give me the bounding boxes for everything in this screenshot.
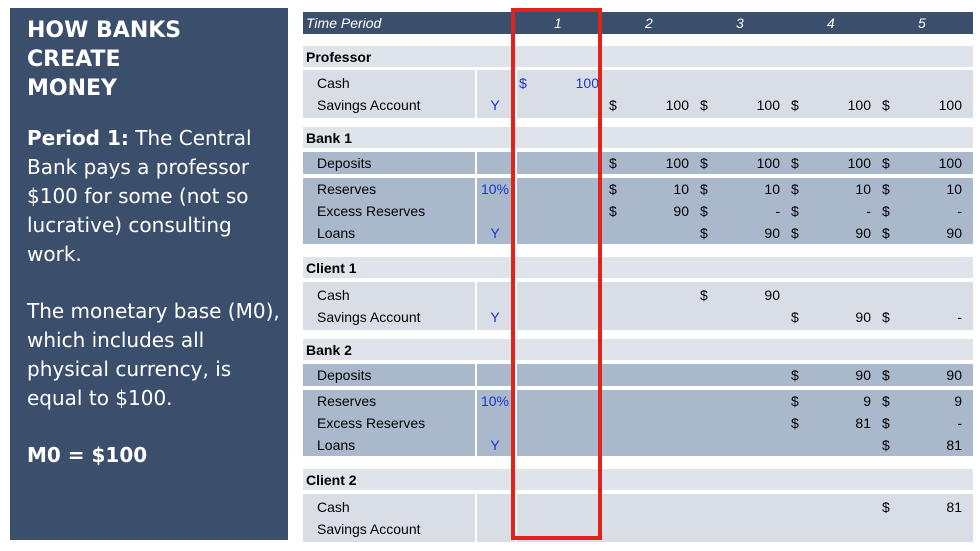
row-label: Cash	[317, 75, 350, 91]
currency-symbol: $	[882, 499, 890, 515]
currency-symbol: $	[882, 203, 890, 219]
cell-value: 9	[954, 393, 962, 409]
table-row	[303, 200, 973, 222]
cell-value: 100	[665, 97, 689, 113]
currency-symbol: $	[609, 203, 617, 219]
value-cell	[605, 155, 692, 171]
row-flag: Y	[490, 437, 500, 453]
section-header	[303, 469, 973, 490]
time-period-label: Time Period	[306, 15, 382, 31]
period-header-2: 2	[645, 15, 653, 31]
value-cell	[696, 203, 783, 219]
cell-value: 100	[575, 75, 599, 91]
row-label: Excess Reserves	[317, 415, 426, 431]
section-header	[303, 127, 973, 148]
cell-value: 100	[847, 155, 871, 171]
currency-symbol: $	[791, 415, 799, 431]
row-flag: Y	[490, 225, 500, 241]
period-header-4: 4	[827, 15, 835, 31]
value-cell	[878, 225, 965, 241]
section-name: Bank 1	[306, 130, 352, 146]
value-cell	[787, 309, 874, 325]
row-label: Savings Account	[317, 309, 421, 325]
row-label: Cash	[317, 499, 350, 515]
monetary-base-text: The monetary base (M0), which includes all physical currency, is equal to $100.	[27, 299, 280, 410]
currency-symbol: $	[791, 155, 799, 171]
value-cell	[787, 97, 874, 113]
table-row	[303, 284, 973, 306]
table-row	[303, 412, 973, 434]
currency-symbol: $	[519, 75, 527, 91]
cell-value: 10	[855, 181, 871, 197]
value-cell	[787, 367, 874, 383]
currency-symbol: $	[882, 367, 890, 383]
value-cell	[787, 181, 874, 197]
currency-symbol: $	[882, 309, 890, 325]
value-cell	[878, 393, 965, 409]
value-cell	[787, 155, 874, 171]
cell-value: -	[957, 203, 962, 219]
currency-symbol: $	[700, 225, 708, 241]
value-cell	[605, 181, 692, 197]
currency-symbol: $	[882, 437, 890, 453]
cell-value: 100	[756, 97, 780, 113]
panel-title-line1: HOW BANKS CREATE	[27, 18, 182, 72]
table-row	[303, 94, 973, 116]
value-cell	[878, 415, 965, 431]
currency-symbol: $	[882, 393, 890, 409]
currency-symbol: $	[791, 393, 799, 409]
cell-value: 90	[673, 203, 689, 219]
cell-value: 81	[855, 415, 871, 431]
row-label: Reserves	[317, 393, 377, 409]
cell-value: 10	[764, 181, 780, 197]
table-row	[303, 306, 973, 328]
row-label: Loans	[317, 225, 356, 241]
period-header-5: 5	[918, 15, 926, 31]
cell-value: 90	[764, 225, 780, 241]
currency-symbol: $	[882, 415, 890, 431]
cell-value: 90	[855, 309, 871, 325]
currency-symbol: $	[700, 155, 708, 171]
m0-statement: M0 = $100	[27, 443, 148, 467]
table-row	[303, 222, 973, 244]
table-row	[303, 152, 973, 174]
value-cell	[696, 97, 783, 113]
value-cell	[787, 203, 874, 219]
cell-value: 10	[946, 181, 962, 197]
currency-symbol: $	[791, 225, 799, 241]
section-header	[303, 339, 973, 360]
value-cell	[878, 203, 965, 219]
value-cell	[696, 155, 783, 171]
row-label: Deposits	[317, 155, 372, 171]
cell-value: 90	[855, 225, 871, 241]
value-cell	[787, 415, 874, 431]
value-cell	[878, 309, 965, 325]
value-cell	[696, 225, 783, 241]
currency-symbol: $	[609, 181, 617, 197]
explanation-panel	[10, 8, 288, 540]
cell-value: 100	[938, 155, 962, 171]
value-cell	[878, 367, 965, 383]
value-cell	[787, 393, 874, 409]
currency-symbol: $	[791, 97, 799, 113]
cell-value: 81	[946, 499, 962, 515]
currency-symbol: $	[700, 287, 708, 303]
currency-symbol: $	[882, 97, 890, 113]
currency-symbol: $	[791, 309, 799, 325]
row-flag: 10%	[480, 181, 510, 197]
cell-value: 90	[764, 287, 780, 303]
period-label: Period 1:	[27, 126, 129, 150]
currency-symbol: $	[882, 225, 890, 241]
cell-value: 100	[756, 155, 780, 171]
cell-value: 100	[665, 155, 689, 171]
table-row	[303, 434, 973, 456]
table-row	[303, 390, 973, 412]
table-row	[303, 72, 973, 94]
row-flag: Y	[490, 97, 500, 113]
section-name: Bank 2	[306, 342, 352, 358]
table-row	[303, 364, 973, 386]
section-name: Professor	[306, 49, 372, 65]
period-header-1: 1	[554, 15, 562, 31]
value-cell	[696, 181, 783, 197]
panel-title	[27, 16, 280, 103]
value-cell	[878, 181, 965, 197]
row-label: Cash	[317, 287, 350, 303]
row-label: Reserves	[317, 181, 377, 197]
period-text: The Central Bank pays a professor $100 for some (not so lucrative) consulting work.	[27, 126, 252, 266]
cell-value: 100	[938, 97, 962, 113]
cell-value: 9	[863, 393, 871, 409]
currency-symbol: $	[791, 367, 799, 383]
value-cell	[605, 203, 692, 219]
row-label: Excess Reserves	[317, 203, 426, 219]
currency-symbol: $	[700, 181, 708, 197]
row-label: Deposits	[317, 367, 372, 383]
currency-symbol: $	[882, 155, 890, 171]
row-flag: 10%	[480, 393, 510, 409]
cell-value: 90	[946, 367, 962, 383]
currency-symbol: $	[609, 155, 617, 171]
row-flag: Y	[490, 309, 500, 325]
currency-symbol: $	[791, 203, 799, 219]
table-row	[303, 178, 973, 200]
cell-value: 10	[673, 181, 689, 197]
value-cell	[878, 155, 965, 171]
period-1-highlight	[511, 8, 602, 540]
currency-symbol: $	[700, 97, 708, 113]
currency-symbol: $	[700, 203, 708, 219]
cell-value: 90	[946, 225, 962, 241]
row-label: Loans	[317, 437, 356, 453]
panel-title-line2: MONEY	[27, 76, 117, 101]
section-header	[303, 46, 973, 67]
time-period-header	[303, 12, 973, 34]
cell-value: 100	[847, 97, 871, 113]
currency-symbol: $	[609, 97, 617, 113]
value-cell	[878, 499, 965, 515]
value-cell	[605, 97, 692, 113]
currency-symbol: $	[882, 181, 890, 197]
section-header	[303, 257, 973, 278]
cell-value: -	[957, 309, 962, 325]
value-cell	[878, 97, 965, 113]
section-name: Client 1	[306, 260, 357, 276]
table-row	[303, 496, 973, 518]
cell-value: 90	[855, 367, 871, 383]
cell-value: -	[957, 415, 962, 431]
cell-value: -	[866, 203, 871, 219]
row-label: Savings Account	[317, 521, 421, 537]
table-row	[303, 518, 973, 540]
value-cell	[696, 287, 783, 303]
section-name: Client 2	[306, 472, 357, 488]
period-description	[27, 124, 280, 269]
value-cell	[878, 437, 965, 453]
row-label: Savings Account	[317, 97, 421, 113]
value-cell	[787, 225, 874, 241]
cell-value: -	[775, 203, 780, 219]
cell-value: 81	[946, 437, 962, 453]
currency-symbol: $	[791, 181, 799, 197]
period-header-3: 3	[736, 15, 744, 31]
